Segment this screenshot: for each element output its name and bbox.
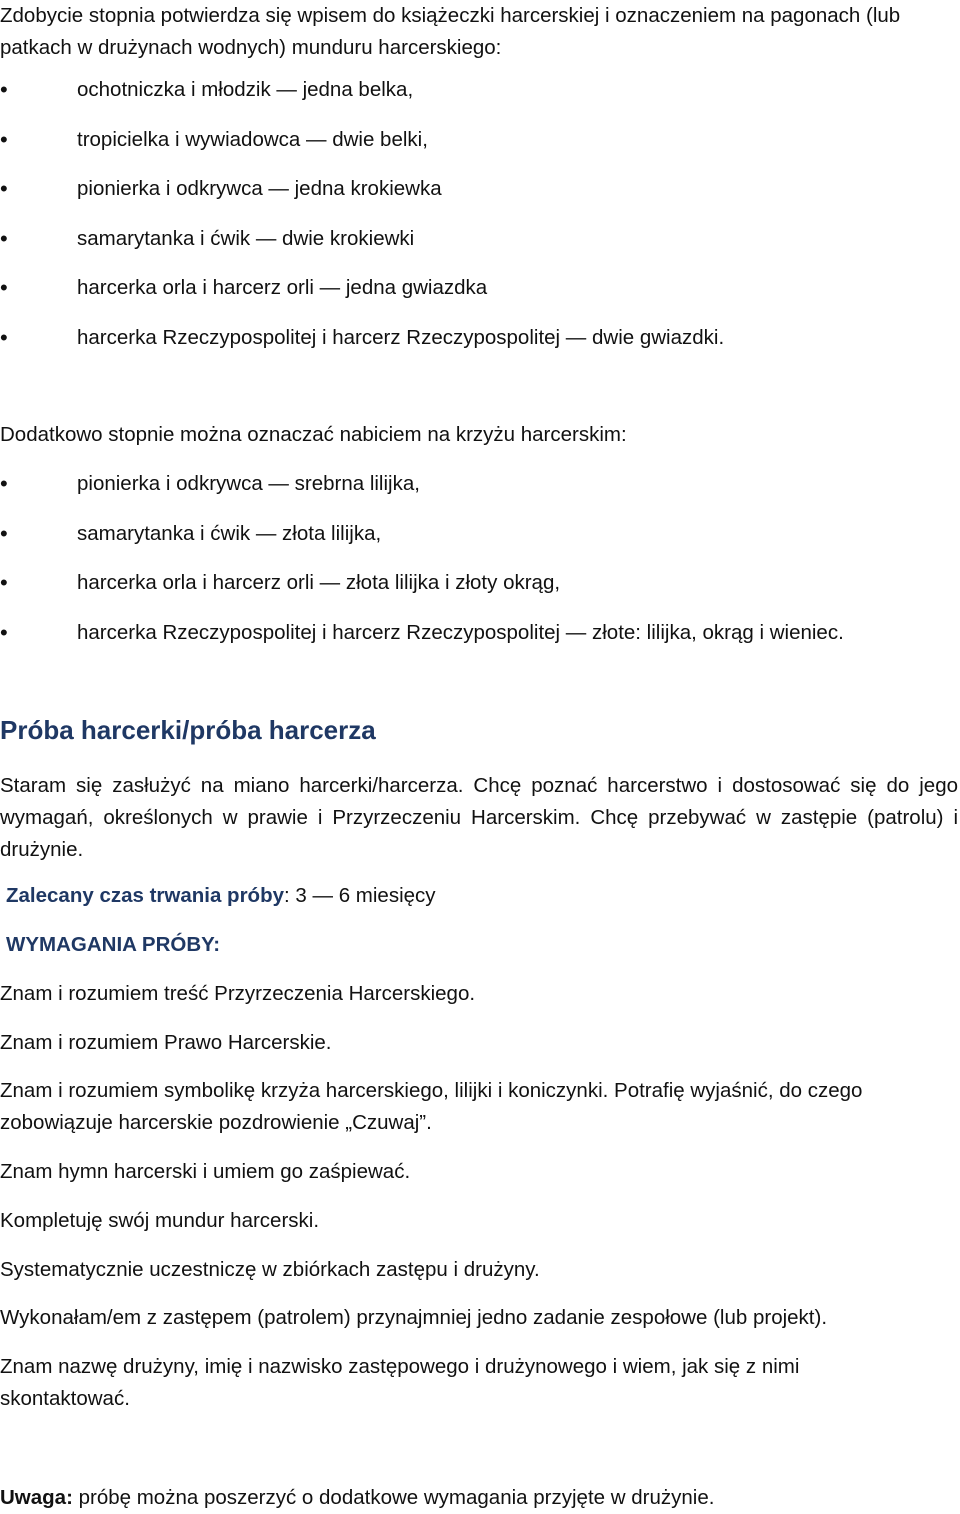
list-item-text: harcerka Rzeczypospolitej i harcerz Rzeczypospolitej — dwie gwiazdki. <box>77 325 725 349</box>
list-item <box>0 468 950 518</box>
bullet-icon: • <box>0 619 8 645</box>
bullet-icon: • <box>0 77 8 102</box>
list-item <box>0 322 950 372</box>
bullet-icon: • <box>0 471 8 496</box>
requirement-item: Znam nazwę drużyny, imię i nazwisko zastępowego i drużynowego i wiem, jak się z nimi skontaktować. <box>0 1355 800 1410</box>
note-label: Uwaga: <box>0 1486 73 1509</box>
requirement-item: Kompletuję swój mundur harcerski. <box>0 1209 320 1232</box>
list-item-text: harcerka orla i harcerz orli — jedna gwiazdka <box>77 276 488 299</box>
bullet-icon: • <box>0 176 8 201</box>
bullet-icon: • <box>0 324 8 350</box>
list-item <box>0 124 950 174</box>
bullet-icon: • <box>0 225 8 251</box>
bullet-icon: • <box>0 275 8 300</box>
list-item-text: pionierka i odkrywca — srebrna lilijka, <box>77 472 420 495</box>
list-item-text: harcerka Rzeczypospolitej i harcerz Rzeczypospolitej — złote: lilijka, okrąg i wieniec. <box>77 620 844 644</box>
bullet-icon: • <box>0 126 8 152</box>
list-item-text: ochotniczka i młodzik — jedna belka, <box>77 78 414 101</box>
list-item <box>0 74 950 124</box>
list-item <box>0 617 950 667</box>
note-text: próbę można poszerzyć o dodatkowe wymagania przyjęte w drużynie. <box>72 1486 715 1509</box>
bullet-icon: • <box>0 520 8 546</box>
requirement-item: Znam i rozumiem treść Przyrzeczenia Harcerskiego. <box>0 982 476 1005</box>
list-item <box>0 518 950 568</box>
duration-value: : 3 — 6 miesięcy <box>284 884 436 907</box>
duration-label: Zalecany czas trwania próby <box>6 884 285 907</box>
list-item-text: samarytanka i ćwik — dwie krokiewki <box>77 226 415 250</box>
extra-marks-lead: Dodatkowo stopnie można oznaczać nabiciem na krzyżu harcerskim: <box>0 423 627 446</box>
list-item-text: harcerka orla i harcerz orli — złota lilijka i złoty okrąg, <box>77 571 561 594</box>
list-item-text: samarytanka i ćwik — złota lilijka, <box>77 521 382 545</box>
requirement-item: Znam i rozumiem Prawo Harcerskie. <box>0 1031 332 1054</box>
requirement-item: Systematycznie uczestniczę w zbiórkach zastępu i drużyny. <box>0 1258 540 1281</box>
list-item <box>0 567 950 617</box>
duration-line <box>6 880 436 912</box>
section-heading: Próba harcerki/próba harcerza <box>0 715 376 745</box>
list-item <box>0 272 950 322</box>
list-item-text: pionierka i odkrywca — jedna krokiewka <box>77 177 442 200</box>
requirement-item: Znam i rozumiem symbolikę krzyża harcerskiego, lilijki i koniczynki. Potrafię wyjaśnić, do czego zobowiązuje harcerskie pozdrowienie „Czuwaj”. <box>0 1079 863 1134</box>
requirement-item: Znam hymn harcerski i umiem go zaśpiewać. <box>0 1160 411 1183</box>
bullet-icon: • <box>0 570 8 595</box>
extra-marks-list <box>0 468 950 666</box>
intro-paragraph: Zdobycie stopnia potwierdza się wpisem do książeczki harcerskiej i oznaczeniem na pagonach (lub patkach w drużynach wodnych) munduru harcerskiego: <box>0 4 901 59</box>
motto-paragraph: Staram się zasłużyć na miano harcerki/harcerza. Chcę poznać harcerstwo i dostosować się do jego wymagań, określonych w prawie i Przyrzeczeniu Harcerskim. Chcę przebywać w zastępie (patrolu) i drużynie. <box>0 774 958 861</box>
requirements-title: WYMAGANIA PRÓBY: <box>6 933 221 956</box>
list-item-text: tropicielka i wywiadowca — dwie belki, <box>77 127 428 151</box>
list-item <box>0 223 950 273</box>
requirement-item: Wykonałam/em z zastępem (patrolem) przynajmniej jedno zadanie zespołowe (lub projekt). <box>0 1306 828 1329</box>
note-line <box>0 1482 714 1514</box>
rank-marks-list <box>0 74 950 371</box>
list-item <box>0 173 950 223</box>
